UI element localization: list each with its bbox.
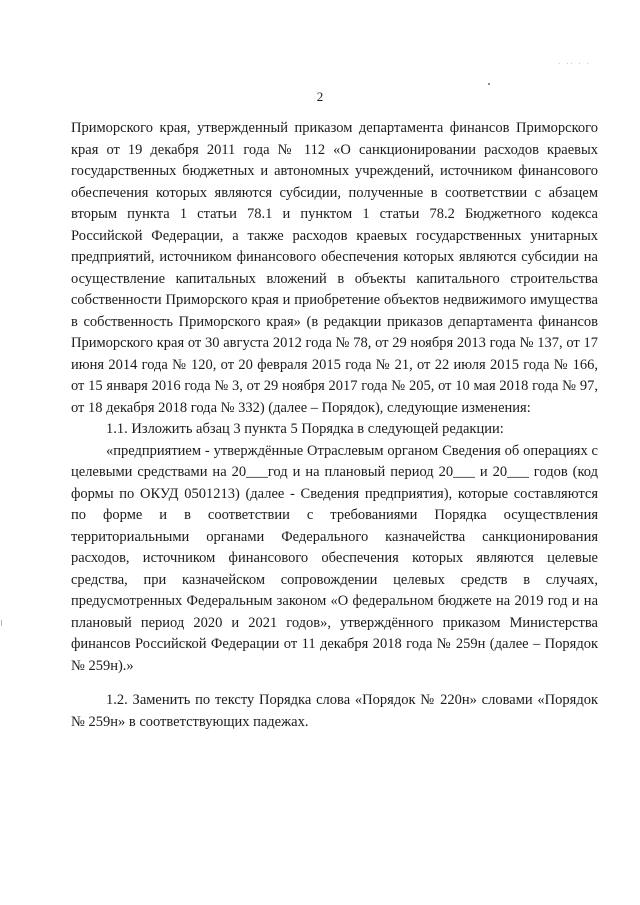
paragraph-new-wording: «предприятием - утверждённые Отраслевым органом Сведения об операциях с целевыми средствами на 20___год и на плановый период 20___ и 20___ годов (код формы по ОКУД 0501213) (далее - Сведения предприятия), которые составляются по форме и в соответствии с требованиями Порядка осуществления территориальными органами Федерального казначейства санкционирования расходов, источником финансового обеспечения которых являются целевые средства, при казначейском сопровождении целевых средств в случаях, предусмотренных Федеральным законом «О федеральном бюджете на 2019 год и на плановый период 2020 и 2021 годов», утверждённого приказом Министерства финансов Российской Федерации от 11 декабря 2018 года № 259н (далее – Порядок № 259н).» [71,442,598,674]
paragraph-item-1-2: 1.2. Заменить по тексту Порядка слова «Порядок № 220н» словами «Порядок № 259н» в соответствующих падежах. [71,692,598,730]
paragraph-item-1-1: 1.1. Изложить абзац 3 пункта 5 Порядка в следующей редакции: [106,421,504,437]
scan-corner-mark: · ·· · · [558,60,591,68]
page-number: 2 [316,89,324,104]
scan-edge-mark [1,620,2,626]
paragraph-order-continuation: Приморского края, утвержденный приказом департамента финансов Приморского края от 19 декабря 2011 года № 112 «О санкционировании расходов краевых государственных бюджетных и автономных учреждений, источником финансового обеспечения которых являются субсидии, полученные в соответствии с абзацем вторым пункта 1 статьи 78.1 и пунктом 1 статьи 78.2 Бюджетного кодекса Российской Федерации, а также расходов краевых государственных унитарных предприятий, источником финансового обеспечения которых являются субсидии на осуществление капитальных вложений в объекты капитального строительства собственности Приморского края и приобретение объектов недвижимого имущества в собственность Приморского края» (в редакции приказов департамента финансов Приморского края от 30 августа 2012 года № 78, от 29 ноября 2013 года № 137, от 17 июня 2014 года № 120, от 20 февраля 2015 года № 21, от 22 июля 2015 года № 166, от 15 января 2016 года № 3, от 29 ноября 2017 года № 205, от 10 мая 2018 года № 97, от 18 декабря 2018 года № 332) (далее – Порядок), следующие изменения: [71,120,598,416]
scan-speck [488,83,490,85]
document-body [71,118,598,733]
